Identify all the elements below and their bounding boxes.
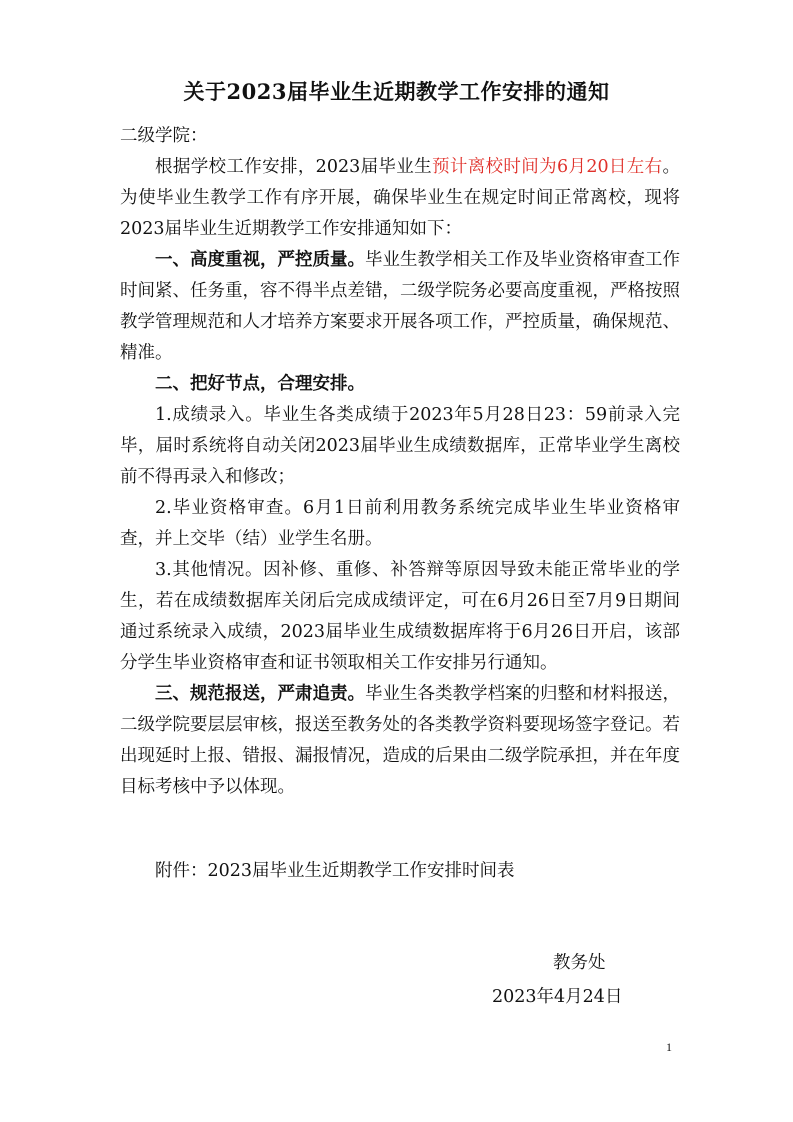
intro-text-after: 。为使毕业生教学工作有序开展，确保毕业生在规定时间正常离校，现将2023届毕业生近期教学工作安排通知如下： [120,157,680,239]
intro-paragraph [120,152,680,245]
section-2-heading: 二、把好节点，合理安排。 [155,374,365,394]
page-number: 1 [666,1040,672,1054]
issuing-office: 教务处 [553,953,606,973]
attachment-line: 附件：2023届毕业生近期教学工作安排时间表 [155,861,515,881]
section-2-item-1: 1.成绩录入。毕业生各类成绩于2023年5月28日23：59前录入完毕，届时系统将自动关闭2023届毕业生成绩数据库，正常毕业学生离校前不得再录入和修改； [120,405,680,487]
section-3-paragraph [120,679,680,803]
salutation: 二级学院： [120,126,208,146]
section-3-heading: 三、规范报送，严肃追责。 [155,684,365,704]
section-2-item-2: 2.毕业资格审查。6月1日前利用教务系统完成毕业生毕业资格审查，并上交毕（结）业学生名册。 [120,498,680,549]
section-2-heading-paragraph [120,369,680,400]
section-3-text: 毕业生各类教学档案的归整和材料报送，二级学院要层层审核，报送至教务处的各类教学资料要现场签字登记。若出现延时上报、错报、漏报情况，造成的后果由二级学院承担，并在年度目标考核中予以体现。 [120,684,680,797]
departure-date-highlight: 预计离校时间为6月20日左右 [432,157,663,177]
document-title: 关于2023届毕业生近期教学工作安排的通知 [183,79,610,104]
section-1-paragraph [120,245,680,369]
section-2-item-3: 3.其他情况。因补修、重修、补答辩等原因导致未能正常毕业的学生，若在成绩数据库关闭后完成成绩评定，可在6月26日至7月9日期间通过系统录入成绩，2023届毕业生成绩数据库将于6月26日开启，该部分学生毕业资格审查和证书领取相关工作安排另行通知。 [120,560,680,673]
document-body [120,152,680,803]
intro-text-before: 根据学校工作安排，2023届毕业生 [155,157,432,177]
issue-date: 2023年4月24日 [492,987,623,1007]
section-1-heading: 一、高度重视，严控质量。 [155,250,365,270]
section-1-text: 毕业生教学相关工作及毕业资格审查工作时间紧、任务重，容不得半点差错，二级学院务必要高度重视，严格按照教学管理规范和人才培养方案要求开展各项工作，严控质量，确保规范、精准。 [120,250,680,363]
